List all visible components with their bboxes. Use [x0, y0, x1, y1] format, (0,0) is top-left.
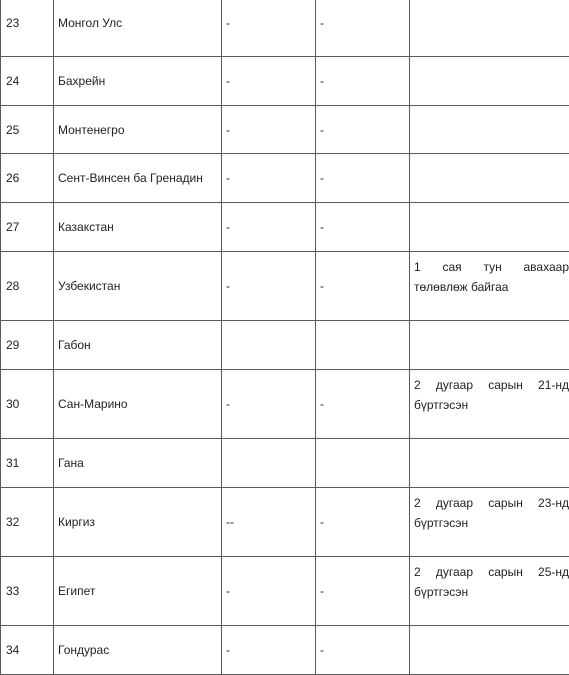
cell-b: [316, 321, 410, 370]
table-row: [1, 252, 569, 321]
row-number: 29: [1, 321, 54, 370]
cell-a: -: [222, 557, 316, 626]
cell-a: -: [222, 370, 316, 439]
row-number: 23: [1, 0, 54, 57]
note-cell: [410, 370, 569, 439]
row-number: 25: [1, 106, 54, 154]
table-row: [1, 0, 569, 57]
cell-a: -: [222, 626, 316, 675]
note-cell: [410, 0, 569, 57]
country-name: Гана: [54, 439, 222, 488]
table-row: [1, 626, 569, 675]
note-cell: [410, 154, 569, 203]
cell-a: -: [222, 57, 316, 106]
cell-b: [316, 439, 410, 488]
row-number: 32: [1, 488, 54, 557]
table-row: [1, 106, 569, 154]
note-text: 1 сая тун авахаар төлөвлөж байгаа: [414, 257, 569, 297]
country-name: Казакстан: [54, 203, 222, 252]
row-number: 26: [1, 154, 54, 203]
cell-b: -: [316, 106, 410, 154]
note-text: 2 дугаар сарын 23-нд бүртгэсэн: [414, 493, 569, 533]
table-row: [1, 57, 569, 106]
table-row: [1, 154, 569, 203]
row-number: 34: [1, 626, 54, 675]
note-cell: [410, 557, 569, 626]
note-cell: [410, 203, 569, 252]
country-name: Габон: [54, 321, 222, 370]
country-name: Гондурас: [54, 626, 222, 675]
table-row: [1, 321, 569, 370]
table-row: [1, 203, 569, 252]
country-name: Бахрейн: [54, 57, 222, 106]
table-row: [1, 557, 569, 626]
country-name: Монгол Улс: [54, 0, 222, 57]
cell-b: -: [316, 557, 410, 626]
note-cell: [410, 252, 569, 321]
cell-a: [222, 321, 316, 370]
cell-a: --: [222, 488, 316, 557]
note-text: 2 дугаар сарын 25-нд бүртгэсэн: [414, 562, 569, 602]
cell-a: -: [222, 203, 316, 252]
cell-a: [222, 439, 316, 488]
table-row: [1, 439, 569, 488]
note-cell: [410, 488, 569, 557]
cell-a: -: [222, 154, 316, 203]
country-name: Сент-Винсен ба Гренадин: [54, 154, 222, 203]
cell-b: -: [316, 57, 410, 106]
cell-a: -: [222, 0, 316, 57]
row-number: 33: [1, 557, 54, 626]
cell-a: -: [222, 252, 316, 321]
note-cell: [410, 626, 569, 675]
cell-a: -: [222, 106, 316, 154]
cell-b: -: [316, 370, 410, 439]
note-cell: [410, 439, 569, 488]
note-cell: [410, 106, 569, 154]
row-number: 27: [1, 203, 54, 252]
table-row: [1, 370, 569, 439]
table-row: [1, 488, 569, 557]
cell-b: -: [316, 0, 410, 57]
row-number: 31: [1, 439, 54, 488]
cell-b: -: [316, 252, 410, 321]
country-name: Монтенегро: [54, 106, 222, 154]
cell-b: -: [316, 203, 410, 252]
row-number: 24: [1, 57, 54, 106]
cell-b: -: [316, 626, 410, 675]
cell-b: -: [316, 154, 410, 203]
note-text: 2 дугаар сарын 21-нд бүртгэсэн: [414, 375, 569, 415]
row-number: 28: [1, 252, 54, 321]
cell-b: -: [316, 488, 410, 557]
note-cell: [410, 321, 569, 370]
note-cell: [410, 57, 569, 106]
country-name: Киргиз: [54, 488, 222, 557]
country-name: Египет: [54, 557, 222, 626]
country-name: Сан-Марино: [54, 370, 222, 439]
row-number: 30: [1, 370, 54, 439]
country-name: Узбекистан: [54, 252, 222, 321]
